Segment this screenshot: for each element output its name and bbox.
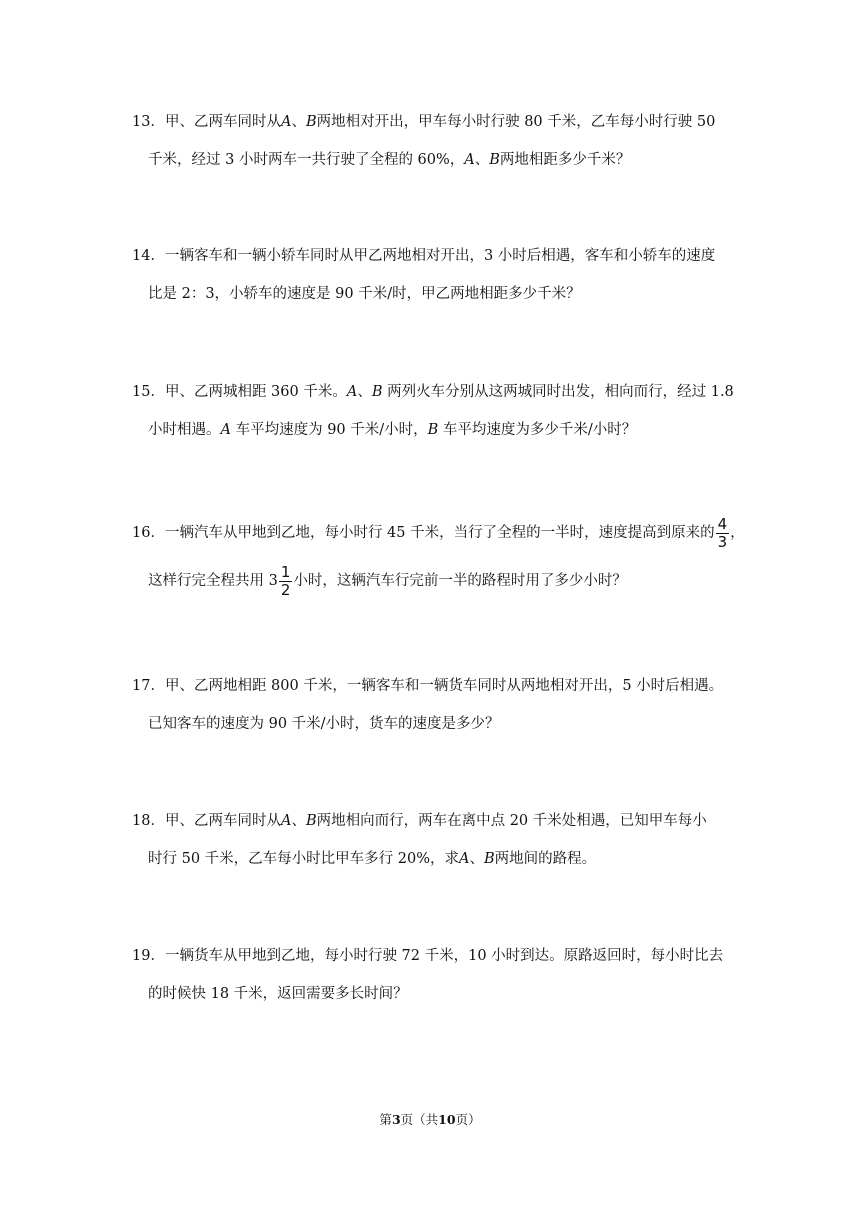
question-17 <box>132 667 732 743</box>
page-footer: 第3页（共10页） <box>379 1112 481 1127</box>
fraction-four-thirds: $\frac{4}{3}$ <box>717 514 728 551</box>
question-13-line-1: 13．甲、乙两车同时从A、B两地相对开出，甲车每小时行驶 80 千米，乙车每小时行驶 50 <box>132 114 716 130</box>
total-page-count: 10 <box>438 1112 456 1127</box>
question-18-line-1: 18．甲、乙两车同时从A、B两地相向而行，两车在离中点 20 千米处相遇，已知甲车每小 <box>132 813 707 829</box>
question-13-line-2: 千米，经过 3 小时两车一共行驶了全程的 60%，A、B两地相距多少千米？ <box>148 152 631 168</box>
question-14-line-2: 比是 2：3，小轿车的速度是 90 千米/时，甲乙两地相距多少千米？ <box>148 286 581 302</box>
question-19-line-2: 的时候快 18 千米，返回需要多长时间？ <box>148 986 408 1002</box>
question-17-line-2: 已知客车的速度为 90 千米/小时，货车的速度是多少？ <box>148 716 500 732</box>
question-14-line-1: 14．一辆客车和一辆小轿车同时从甲乙两地相对开出，3 小时后相遇，客车和小轿车的速度 <box>132 248 716 264</box>
question-15-line-1: 15．甲、乙两城相距 360 千米。A、B 两列火车分别从这两城同时出发，相向而行，经过 1.8 <box>132 384 734 400</box>
question-16-line-2: 这样行完全程共用 3 $\frac{1}{2}$ 小时，这辆汽车行完前一半的路程时用了多少小时？ <box>148 562 627 599</box>
fraction-one-half: $\frac{1}{2}$ <box>280 562 291 599</box>
question-19 <box>132 937 732 1013</box>
question-15 <box>132 373 732 449</box>
question-17-line-1: 17．甲、乙两地相距 800 千米，一辆客车和一辆货车同时从两地相对开出，5 小时后相遇。 <box>132 678 724 694</box>
question-18 <box>132 802 732 878</box>
question-18-line-2: 时行 50 千米，乙车每小时比甲车多行 20%，求A、B两地间的路程。 <box>148 851 597 867</box>
current-page-number: 3 <box>391 1112 401 1127</box>
question-16 <box>132 509 745 605</box>
question-14 <box>132 237 732 313</box>
question-15-line-2: 小时相遇。A 车平均速度为 90 千米/小时，B 车平均速度为多少千米/小时？ <box>148 422 637 438</box>
question-16-line-1: 16．一辆汽车从甲地到乙地，每小时行 45 千米，当行了全程的一半时，速度提高到原来的 $\frac{4}{3}$ ， <box>132 514 745 551</box>
question-19-line-1: 19．一辆货车从甲地到乙地，每小时行驶 72 千米，10 小时到达。原路返回时，每小时比去 <box>132 948 724 964</box>
question-13 <box>132 103 732 179</box>
